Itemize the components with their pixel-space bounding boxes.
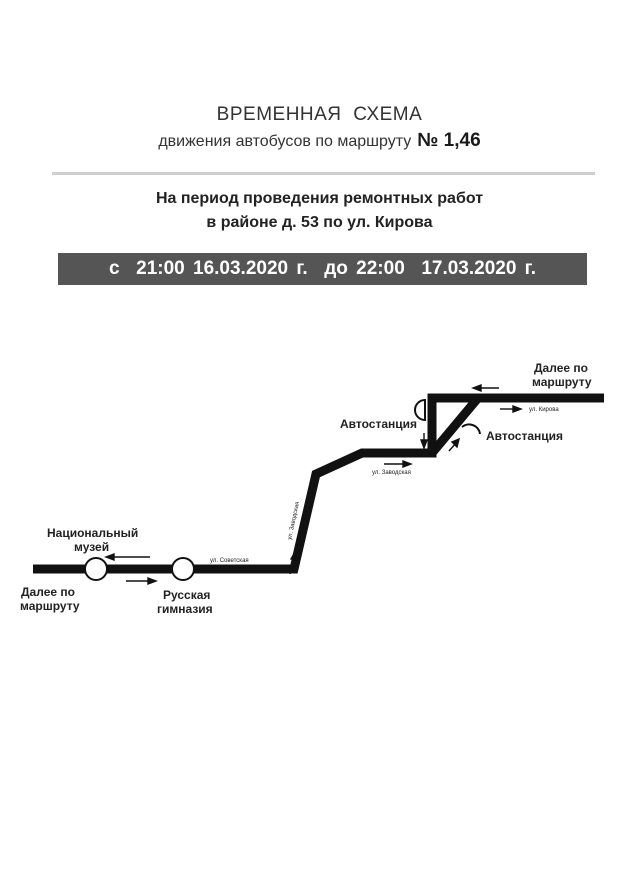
arrow-right-zavodskaya-head bbox=[403, 461, 411, 467]
label-bus-station-right: Автостанция bbox=[486, 429, 564, 443]
scheme-title: ВРЕМЕННАЯ СХЕМА bbox=[216, 104, 423, 125]
label-museum-2: музей bbox=[74, 540, 110, 554]
label-gymnasium-1: Русская bbox=[163, 588, 211, 602]
street-zavodskaya-horizontal: ул. Заводская bbox=[372, 470, 411, 476]
arrow-down-station-head bbox=[421, 440, 427, 448]
street-zavodskaya-vertical: ул. Заводская bbox=[287, 501, 302, 541]
arrow-left-museum-head bbox=[106, 554, 114, 560]
label-continue-right-1: Далее по bbox=[534, 361, 588, 375]
street-sovetskaya: ул. Советская bbox=[210, 558, 249, 564]
route-caption: движения автобусов по маршруту bbox=[158, 133, 412, 150]
street-kirova: ул. Кирова bbox=[529, 407, 559, 413]
label-continue-left-2: маршруту bbox=[20, 599, 80, 613]
route-number: № 1,46 bbox=[417, 130, 481, 151]
stop-gymnasium-circle bbox=[172, 558, 194, 580]
arrow-left-top-head bbox=[473, 385, 481, 391]
label-gymnasium-2: гимназия bbox=[157, 602, 213, 616]
label-continue-right-2: маршруту bbox=[532, 375, 592, 389]
repair-notice-line1: На период проведения ремонтных работ bbox=[155, 190, 484, 207]
stop-museum-circle bbox=[85, 558, 107, 580]
period-text: с 21:00 16.03.2020 г. до 22:00 17.03.2020 г. bbox=[109, 258, 536, 279]
route-line bbox=[33, 398, 604, 569]
label-continue-left-1: Далее по bbox=[21, 585, 75, 599]
label-museum-1: Национальный bbox=[47, 526, 139, 540]
arrow-right-bottom-head bbox=[148, 578, 156, 584]
stop-bus-station-right-marker bbox=[462, 424, 480, 434]
repair-notice-line2: в районе д. 53 по ул. Кирова bbox=[206, 214, 433, 231]
arrow-right-kirova-head bbox=[513, 406, 521, 412]
label-bus-station-left: Автостанция bbox=[340, 417, 418, 431]
